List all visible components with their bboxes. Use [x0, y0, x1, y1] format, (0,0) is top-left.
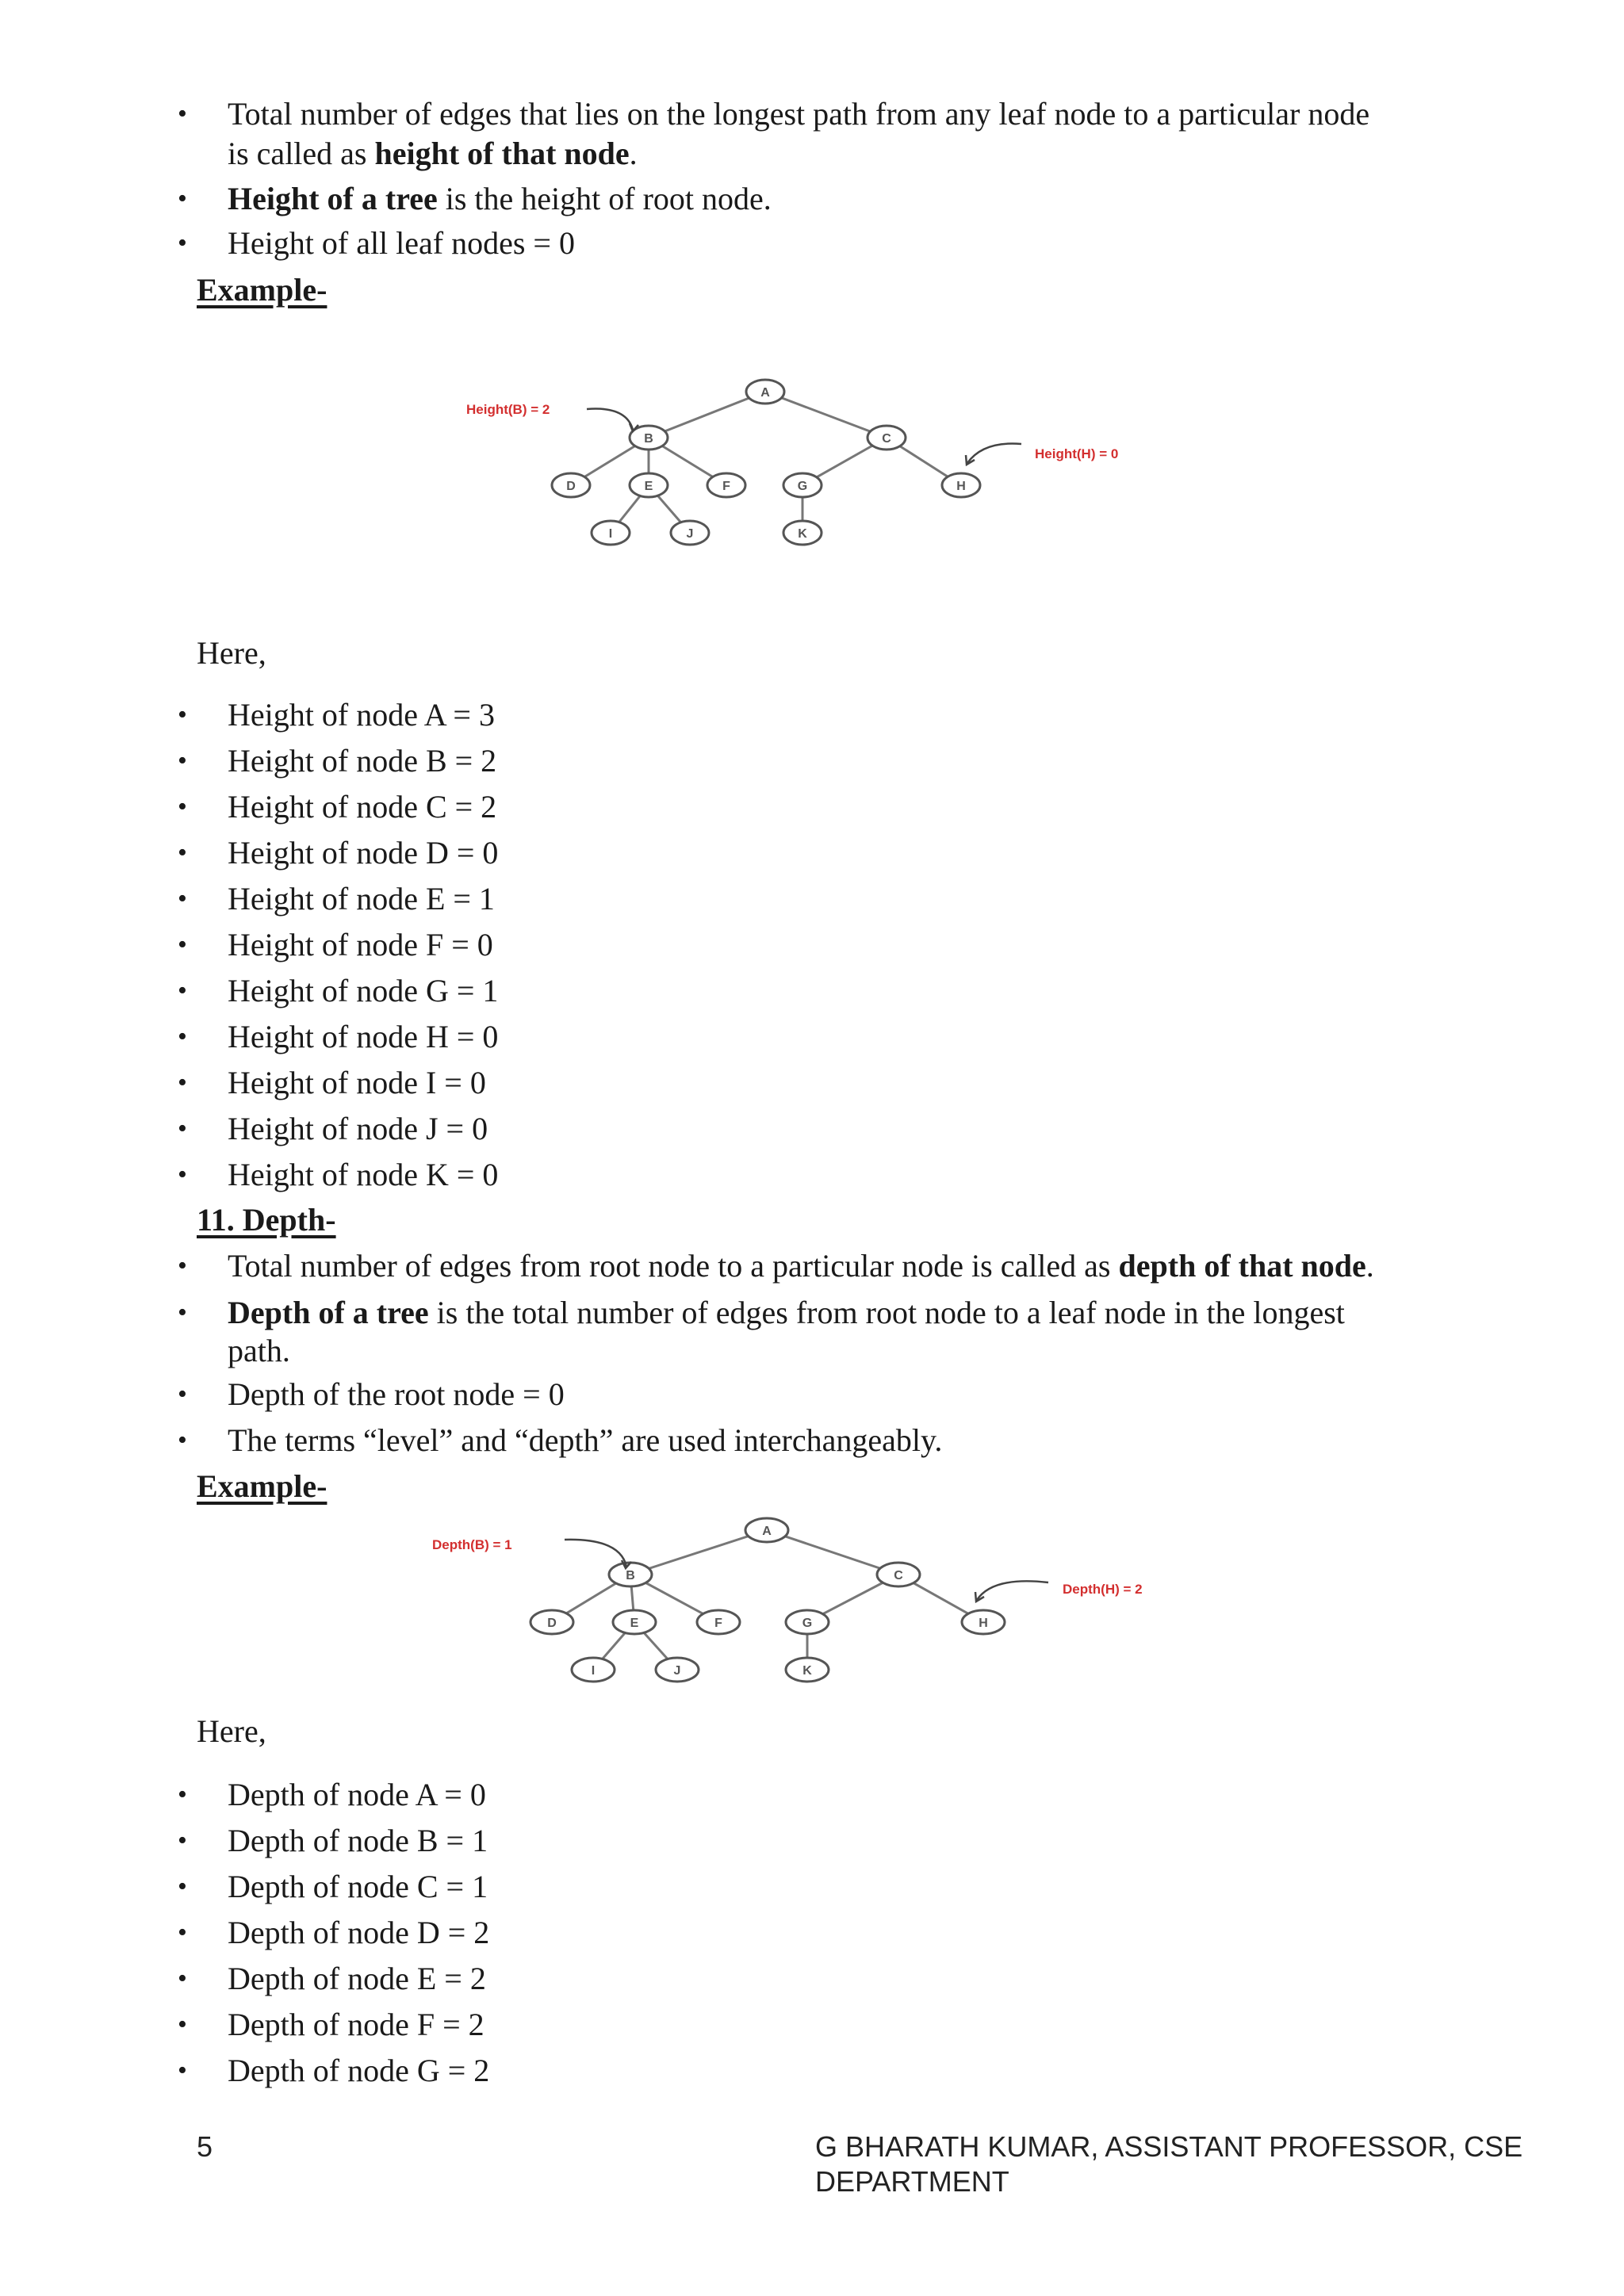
- tree-node-label: I: [608, 527, 613, 541]
- bullet: •: [178, 1114, 187, 1143]
- bullet: •: [178, 2056, 187, 2085]
- bullet: •: [178, 184, 187, 213]
- tree-node-b: [609, 1563, 652, 1586]
- height-list-item: Height of node G = 1: [228, 973, 499, 1008]
- tree-node-label: C: [882, 432, 891, 446]
- tree-edge-a-b: [649, 392, 765, 438]
- height-list-item: Height of node I = 0: [228, 1065, 486, 1100]
- height-of-tree-text: is the height of root node.: [437, 181, 772, 216]
- footer-author: G BHARATH KUMAR, ASSISTANT PROFESSOR, CSE DEPARTMENT: [815, 2130, 1523, 2198]
- tree-node-label: F: [714, 1617, 722, 1630]
- tree-edge-a-c: [767, 1530, 898, 1575]
- tree-node-a: [746, 380, 784, 404]
- height-leaf-line: Height of all leaf nodes = 0: [228, 225, 575, 261]
- height-list-item: Height of node K = 0: [228, 1157, 499, 1192]
- tree-node-k: [783, 521, 822, 545]
- height-list-item: Height of node H = 0: [228, 1019, 499, 1054]
- depth-annotation-right: Depth(H) = 2: [1063, 1582, 1143, 1597]
- depth-list-item: Depth of node E = 2: [228, 1961, 486, 1996]
- tree-node-f: [707, 473, 745, 497]
- tree-node-j: [656, 1658, 699, 1682]
- tree-node-h: [962, 1610, 1005, 1634]
- tree-node-j: [671, 521, 709, 545]
- bullet: •: [178, 1380, 187, 1409]
- annotation-arrow-left: [565, 1540, 626, 1567]
- tree-node-h: [942, 473, 980, 497]
- tree-node-label: G: [797, 480, 808, 493]
- depth-here-label: Here,: [197, 1713, 266, 1749]
- depth-of-tree-line2: path.: [228, 1333, 290, 1368]
- height-here-label: Here,: [197, 635, 266, 671]
- depth-example-heading: Example-: [197, 1468, 327, 1504]
- depth-definition-end: .: [1365, 1248, 1374, 1284]
- bullet: •: [178, 884, 187, 913]
- tree-node-label: E: [644, 480, 653, 493]
- annotation-arrow-right: [967, 444, 1021, 464]
- depth-terms-line: The terms “level” and “depth” are used interchangeably.: [228, 1422, 943, 1458]
- tree-node-k: [786, 1658, 829, 1682]
- height-list-item: Height of node B = 2: [228, 743, 497, 779]
- bullet: •: [178, 746, 187, 775]
- tree-node-label: D: [547, 1617, 557, 1630]
- height-annotation-right: Height(H) = 0: [1035, 446, 1119, 461]
- tree-node-label: A: [760, 386, 770, 400]
- page-number: 5: [197, 2130, 213, 2163]
- tree-edge-a-b: [630, 1530, 767, 1575]
- depth-list-item: Depth of node C = 1: [228, 1869, 488, 1904]
- tree-node-label: H: [979, 1617, 988, 1630]
- height-tree-diagram: [444, 365, 1174, 555]
- height-definition-text: is called as: [228, 136, 375, 171]
- depth-tree-diagram: [432, 1506, 1205, 1697]
- tree-node-label: I: [591, 1664, 596, 1678]
- height-definition-end: .: [629, 136, 638, 171]
- bullet: •: [178, 1298, 187, 1327]
- bullet: •: [178, 792, 187, 821]
- tree-node-g: [786, 1610, 829, 1634]
- depth-annotation-left: Depth(B) = 1: [432, 1537, 512, 1552]
- bullet: •: [178, 1872, 187, 1901]
- height-of-tree-line: [228, 180, 772, 218]
- depth-list-item: Depth of node B = 1: [228, 1823, 488, 1858]
- height-list-item: Height of node J = 0: [228, 1111, 488, 1146]
- bullet: •: [178, 1918, 187, 1947]
- bullet: •: [178, 1826, 187, 1855]
- height-list-item: Height of node C = 2: [228, 789, 497, 825]
- bullet: •: [178, 1068, 187, 1097]
- tree-node-label: J: [686, 527, 694, 541]
- depth-of-tree-line1: [228, 1294, 1345, 1332]
- bullet: •: [178, 1964, 187, 1993]
- height-list-item: Height of node D = 0: [228, 835, 499, 871]
- tree-node-label: E: [630, 1617, 639, 1630]
- tree-node-label: D: [566, 480, 576, 493]
- depth-definition-line: [228, 1247, 1374, 1285]
- tree-node-label: C: [894, 1569, 903, 1582]
- tree-node-label: K: [798, 527, 807, 541]
- height-of-tree-bold: Height of a tree: [228, 181, 438, 216]
- bullet: •: [178, 700, 187, 729]
- height-definition-line2: [228, 135, 638, 173]
- edges-group: [571, 392, 961, 533]
- height-example-heading: Example-: [197, 272, 327, 308]
- tree-node-e: [613, 1610, 656, 1634]
- tree-node-label: F: [722, 480, 730, 493]
- bullet: •: [178, 99, 187, 128]
- tree-node-a: [745, 1518, 788, 1542]
- height-definition-line1: Total number of edges that lies on the longest path from any leaf node to a particular node: [228, 96, 1370, 132]
- depth-list-item: Depth of node D = 2: [228, 1915, 490, 1950]
- bullet: •: [178, 2010, 187, 2039]
- height-list-item: Height of node A = 3: [228, 697, 495, 733]
- tree-node-c: [868, 426, 906, 450]
- tree-node-f: [697, 1610, 740, 1634]
- tree-node-label: B: [644, 432, 653, 446]
- bullet: •: [178, 1022, 187, 1051]
- tree-node-label: J: [673, 1664, 681, 1678]
- bullet: •: [178, 228, 187, 258]
- tree-edge-a-c: [765, 392, 887, 438]
- tree-node-label: G: [802, 1617, 813, 1630]
- depth-list-item: Depth of node G = 2: [228, 2053, 490, 2088]
- height-annotation-left: Height(B) = 2: [466, 402, 550, 417]
- bullet: •: [178, 976, 187, 1005]
- depth-section-heading: 11. Depth-: [197, 1202, 336, 1238]
- depth-list-item: Depth of node A = 0: [228, 1777, 486, 1812]
- tree-node-e: [630, 473, 668, 497]
- tree-node-d: [530, 1610, 573, 1634]
- depth-definition-bold: depth of that node: [1118, 1248, 1366, 1284]
- bullet: •: [178, 930, 187, 959]
- height-definition-bold: height of that node: [374, 136, 630, 171]
- tree-node-label: H: [956, 480, 966, 493]
- depth-root-line: Depth of the root node = 0: [228, 1376, 565, 1412]
- bullet: •: [178, 838, 187, 867]
- bullet: •: [178, 1780, 187, 1809]
- tree-node-label: K: [802, 1664, 812, 1678]
- height-list-item: Height of node E = 1: [228, 881, 495, 916]
- nodes-group: [552, 380, 980, 545]
- depth-of-tree-text: is the total number of edges from root node to a leaf node in the longest: [428, 1295, 1345, 1330]
- bullet: •: [178, 1425, 187, 1455]
- tree-node-i: [572, 1658, 615, 1682]
- height-list-item: Height of node F = 0: [228, 927, 493, 962]
- depth-definition-text: Total number of edges from root node to a particular node is called as: [228, 1248, 1119, 1284]
- tree-node-label: A: [762, 1525, 772, 1538]
- tree-node-i: [592, 521, 630, 545]
- tree-node-c: [877, 1563, 920, 1586]
- tree-node-d: [552, 473, 590, 497]
- depth-list-item: Depth of node F = 2: [228, 2007, 485, 2042]
- annotation-arrow-left: [587, 409, 633, 430]
- annotation-arrow-right: [977, 1581, 1048, 1600]
- depth-of-tree-bold: Depth of a tree: [228, 1295, 429, 1330]
- bullet: •: [178, 1160, 187, 1189]
- tree-node-label: B: [626, 1569, 635, 1582]
- tree-node-g: [783, 473, 822, 497]
- bullet: •: [178, 1251, 187, 1280]
